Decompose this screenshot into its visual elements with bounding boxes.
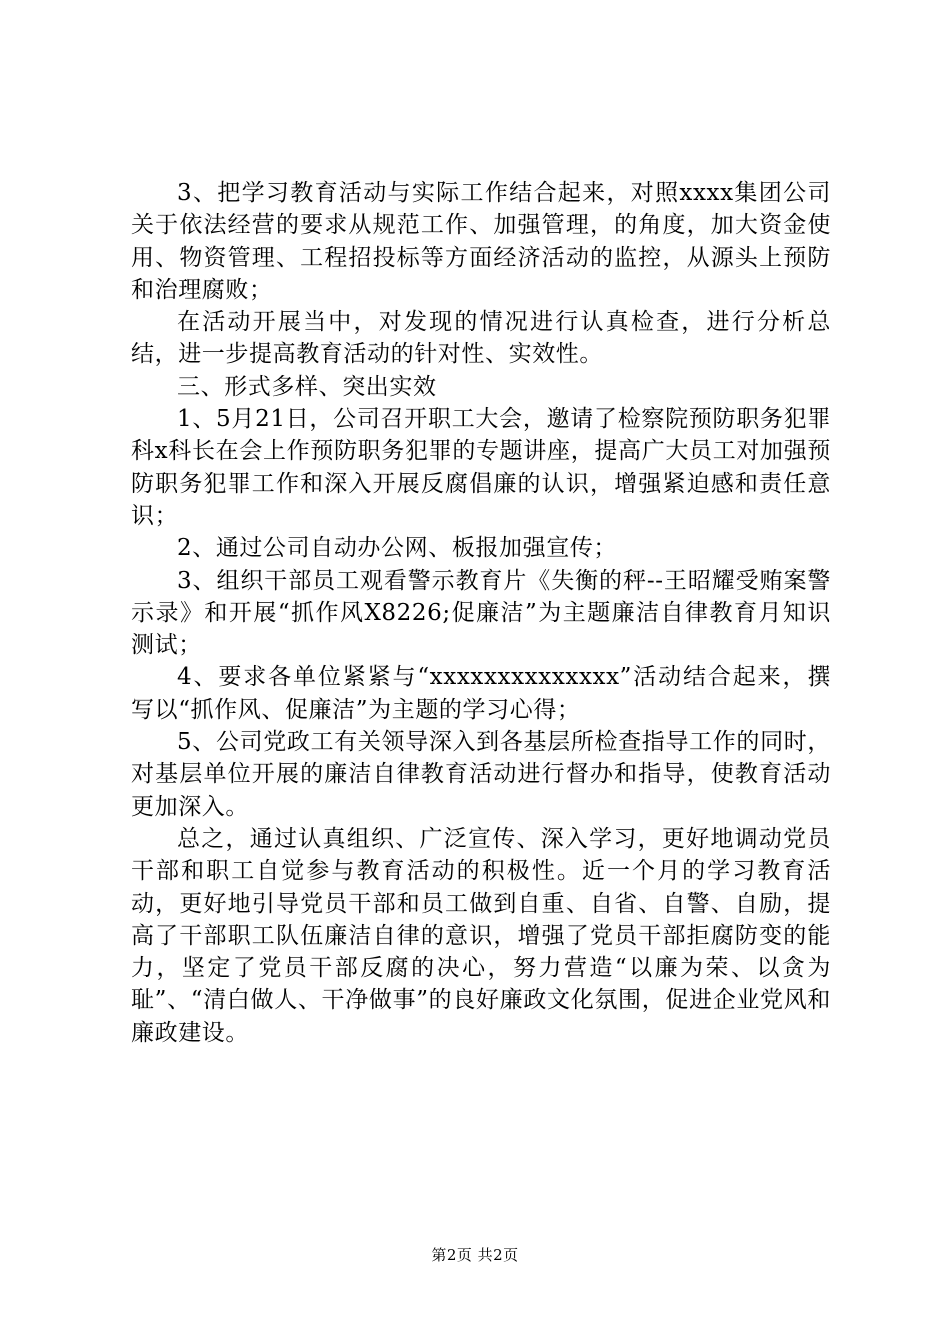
section-heading-3: 三、形式多样、突出实效 bbox=[177, 373, 437, 400]
paragraph-item-5: 5、公司党政工有关领导深入到各基层所检查指导工作的同时，对基层单位开展的廉洁自律教育活动进行督办和指导，使教育活动更加深入。 bbox=[131, 729, 831, 820]
paragraph-item-3: 3、组织干部员工观看警示教育片《失衡的秤--王昭耀受贿案警示录》和开展“抓作风X8226;促廉洁”为主题廉洁自律教育月知识测试； bbox=[131, 567, 831, 659]
paragraph-item-2: 2、通过公司自动办公网、板报加强宣传； bbox=[177, 535, 618, 562]
paragraph-item-1: 1、5月21日，公司召开职工大会，邀请了检察院预防职务犯罪科x科长在会上作预防职务犯罪的专题讲座，提高广大员工对加强预防职务犯罪工作和深入开展反腐倡廉的认识，增强紧迫感和责任意识； bbox=[131, 406, 831, 529]
document-body bbox=[131, 177, 831, 1049]
paragraph-item-4: 4、要求各单位紧紧与“xxxxxxxxxxxxxx”活动结合起来，撰写以“抓作风、促廉洁”为主题的学习心得； bbox=[131, 664, 831, 723]
paragraph-activity-check: 在活动开展当中，对发现的情况进行认真检查，进行分析总结，进一步提高教育活动的针对性、实效性。 bbox=[131, 309, 831, 368]
page-footer: 第2页 共2页 bbox=[431, 1246, 519, 1264]
paragraph-measure-3: 3、把学习教育活动与实际工作结合起来，对照xxxx集团公司关于依法经营的要求从规范工作、加强管理，的角度，加大资金使用、物资管理、工程招投标等方面经济活动的监控，从源头上预防和治理腐败； bbox=[131, 180, 831, 303]
paragraph-summary: 总之，通过认真组织、广泛宣传、深入学习，更好地调动党员干部和职工自觉参与教育活动的积极性。近一个月的学习教育活动，更好地引导党员干部和员工做到自重、自省、自警、自励，提高了干部职工队伍廉洁自律的意识，增强了党员干部拒腐防变的能力，坚定了党员干部反腐的决心，努力营造“以廉为荣、以贪为耻”、“清白做人、干净做事”的良好廉政文化氛围，促进企业党风和廉政建设。 bbox=[131, 825, 831, 1046]
